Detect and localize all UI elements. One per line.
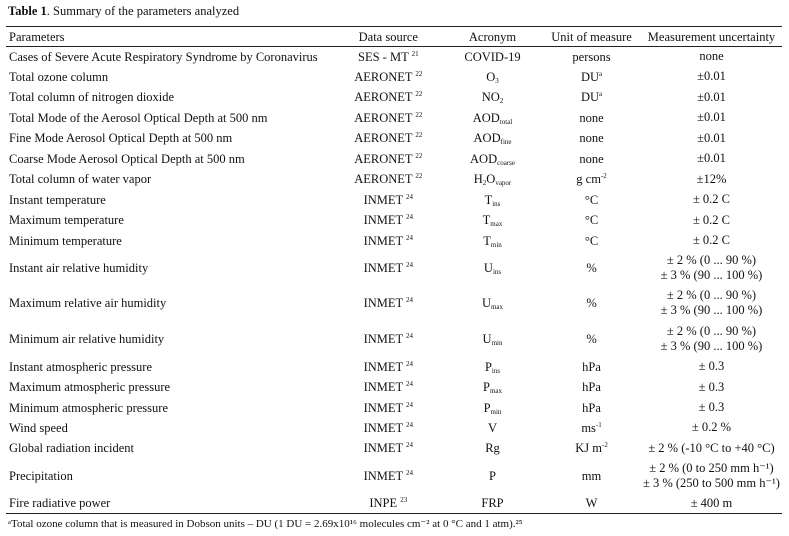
unit-text: DU (580, 69, 599, 84)
header-parameters: Parameters (6, 27, 334, 47)
uncertainty-cell (641, 398, 782, 418)
acronym-base: FRP (481, 496, 504, 511)
table-row (6, 108, 782, 128)
unit-superscript: -1 (595, 420, 602, 429)
reference-number: 23 (400, 496, 408, 505)
uncertainty-cell (641, 494, 782, 514)
data-source-name: INMET (363, 359, 403, 374)
uncertainty-cell (641, 169, 782, 190)
data-source-name: INMET (363, 296, 403, 310)
uncertainty-line: ± 3 % (90 ... 100 %) (660, 338, 763, 353)
table-footnote: ᵃTotal ozone column that is measured in Dobson units – DU (1 DU = 2.69x10¹⁶ molecules cm⁻² at 0 °C and 1 atm).²⁵ (8, 518, 523, 530)
table-row (6, 286, 782, 321)
data-source-cell (334, 190, 443, 210)
parameter-cell: Instant temperature (9, 192, 106, 207)
uncertainty-line: ± 3 % (90 ... 100 %) (660, 303, 763, 317)
reference-number: 24 (406, 359, 414, 368)
acronym-subscript: max (490, 303, 504, 311)
unit-cell (542, 459, 641, 494)
uncertainty-cell (641, 286, 782, 321)
uncertainty-line: ± 3 % (250 to 500 mm h⁻¹) (642, 476, 780, 490)
table-row (6, 494, 782, 514)
acronym-base: H (473, 172, 483, 186)
unit-text: none (579, 131, 604, 145)
unit-cell (542, 418, 641, 438)
acronym-cell (443, 67, 542, 87)
uncertainty-line: ± 0.3 (698, 400, 725, 414)
unit-cell (542, 47, 641, 67)
data-source-name: AERONET (354, 69, 413, 84)
reference-number: 22 (415, 172, 423, 180)
acronym-subscript: ins (492, 199, 501, 208)
unit-cell (542, 321, 641, 357)
acronym-cell (443, 321, 542, 357)
unit-text: % (586, 296, 597, 310)
reference-number: 24 (406, 192, 414, 201)
parameter-cell: Minimum air relative humidity (9, 331, 165, 346)
acronym-subscript: min (491, 338, 503, 347)
uncertainty-cell (641, 231, 782, 251)
unit-cell (542, 494, 641, 514)
parameter-cell: Precipitation (9, 469, 73, 483)
acronym-cell (443, 357, 542, 377)
unit-cell (542, 169, 641, 190)
parameter-cell: Instant air relative humidity (9, 261, 149, 275)
acronym-base: NO (481, 90, 500, 104)
acronym-cell (443, 108, 542, 128)
uncertainty-line: ±0.01 (697, 130, 726, 145)
table-row (6, 128, 782, 149)
table-row (6, 459, 782, 494)
data-source-cell (334, 459, 443, 494)
uncertainty-line: ± 2 % (-10 °C to +40 °C) (648, 440, 775, 455)
unit-cell (542, 128, 641, 149)
parameter-cell: Total column of water vapor (9, 172, 152, 186)
data-source-cell (334, 251, 443, 286)
reference-number: 22 (415, 110, 423, 119)
unit-superscript: a (599, 69, 603, 78)
acronym-base: AOD (472, 110, 500, 125)
data-source-cell (334, 231, 443, 251)
acronym-cell (443, 398, 542, 418)
acronym-base: P (483, 400, 491, 415)
uncertainty-cell (641, 149, 782, 169)
acronym-base: U (481, 296, 491, 310)
acronym-cell (443, 149, 542, 169)
table-row (6, 251, 782, 286)
acronym-subscript: ins (491, 366, 501, 375)
data-source-cell (334, 128, 443, 149)
acronym-tail-subscript: vapor (495, 179, 512, 187)
uncertainty-cell (641, 128, 782, 149)
uncertainty-cell (641, 357, 782, 377)
reference-number: 24 (406, 331, 414, 340)
parameter-cell: Minimum atmospheric pressure (9, 400, 168, 415)
uncertainty-line: ± 0.2 % (691, 420, 732, 434)
uncertainty-line: ± 3 % (90 ... 100 %) (660, 268, 763, 282)
uncertainty-line: ± 2 % (0 ... 90 %) (666, 288, 757, 302)
parameter-cell: Maximum atmospheric pressure (9, 380, 171, 394)
data-source-name: INMET (363, 331, 403, 346)
reference-number: 24 (406, 380, 414, 388)
unit-cell (542, 438, 641, 459)
acronym-cell (443, 286, 542, 321)
data-source-cell (334, 377, 443, 398)
header-acronym: Acronym (443, 27, 542, 47)
parameter-cell: Coarse Mode Aerosol Optical Depth at 500 nm (9, 151, 245, 166)
acronym-subscript: 2 (482, 179, 487, 187)
unit-text: none (579, 151, 604, 166)
uncertainty-line: ± 0.2 C (692, 192, 731, 206)
table-row (6, 231, 782, 251)
unit-text: hPa (582, 380, 601, 394)
parameter-cell: Maximum relative air humidity (9, 296, 167, 310)
reference-number: 21 (411, 49, 419, 58)
uncertainty-cell (641, 190, 782, 210)
reference-number: 24 (406, 441, 414, 449)
uncertainty-line: ±0.01 (697, 151, 726, 165)
uncertainty-line: ± 0.2 C (692, 212, 731, 227)
data-source-cell (334, 286, 443, 321)
reference-number: 24 (406, 261, 414, 269)
header-unit-of-measure: Unit of measure (542, 27, 641, 47)
reference-number: 22 (415, 90, 423, 98)
uncertainty-cell (641, 108, 782, 128)
acronym-cell (443, 251, 542, 286)
unit-text: hPa (582, 359, 601, 374)
acronym-cell (443, 494, 542, 514)
parameter-cell: Total ozone column (9, 69, 109, 84)
uncertainty-line: ± 2 % (0 ... 90 %) (666, 323, 757, 338)
acronym-subscript: ins (492, 268, 502, 276)
data-source-name: AERONET (354, 90, 413, 104)
unit-text: g cm (576, 172, 601, 186)
parameter-cell: Minimum temperature (9, 233, 122, 248)
acronym-base: U (482, 331, 492, 346)
acronym-base: T (484, 192, 493, 207)
uncertainty-cell (641, 321, 782, 357)
uncertainty-cell (641, 459, 782, 494)
acronym-cell (443, 231, 542, 251)
unit-cell (542, 87, 641, 108)
data-source-name: INMET (363, 213, 403, 227)
reference-number: 22 (415, 69, 423, 78)
uncertainty-cell (641, 438, 782, 459)
uncertainty-line: ± 0.3 (698, 379, 725, 394)
acronym-base: V (487, 420, 498, 435)
data-source-cell (334, 169, 443, 190)
data-source-name: INMET (363, 400, 403, 415)
parameters-table (6, 26, 782, 514)
uncertainty-cell (641, 418, 782, 438)
data-source-name: INMET (363, 441, 403, 455)
table-row (6, 377, 782, 398)
unit-cell (542, 251, 641, 286)
table-caption-label: Table 1 (8, 4, 47, 18)
data-source-name: AERONET (354, 172, 413, 186)
unit-cell (542, 149, 641, 169)
uncertainty-cell (641, 67, 782, 87)
table-caption-text: . Summary of the parameters analyzed (46, 4, 240, 18)
reference-number: 24 (406, 213, 414, 221)
uncertainty-line: ±0.01 (697, 110, 726, 124)
acronym-base: T (483, 233, 491, 248)
acronym-subscript: max (490, 220, 503, 228)
data-source-cell (334, 210, 443, 231)
acronym-cell (443, 418, 542, 438)
acronym-base: COVID-19 (464, 49, 521, 64)
data-source-cell (334, 321, 443, 357)
unit-cell (542, 210, 641, 231)
data-source-name: INMET (363, 192, 403, 207)
table-row (6, 398, 782, 418)
table-row (6, 67, 782, 87)
unit-cell (542, 108, 641, 128)
acronym-base: O (486, 69, 496, 84)
acronym-subscript: 2 (499, 97, 504, 105)
reference-number: 24 (406, 400, 414, 409)
table-row (6, 87, 782, 108)
uncertainty-line: ± 0.2 C (692, 233, 731, 247)
reference-number: 24 (406, 233, 414, 242)
data-source-cell (334, 67, 443, 87)
acronym-base: P (489, 469, 496, 483)
acronym-cell (443, 459, 542, 494)
uncertainty-line: ±0.01 (697, 69, 726, 83)
parameter-cell: Cases of Severe Acute Respiratory Syndrome by Coronavirus (9, 49, 318, 64)
unit-text: °C (584, 192, 599, 207)
unit-cell (542, 357, 641, 377)
unit-text: none (579, 110, 604, 125)
data-source-cell (334, 357, 443, 377)
uncertainty-cell (641, 87, 782, 108)
acronym-cell (443, 210, 542, 231)
acronym-subscript: max (489, 387, 503, 395)
uncertainty-line: ± 2 % (0 to 250 mm h⁻¹) (649, 461, 774, 475)
table-row (6, 47, 782, 67)
acronym-cell (443, 377, 542, 398)
table-header-row (6, 27, 782, 47)
uncertainty-cell (641, 251, 782, 286)
acronym-cell (443, 190, 542, 210)
table-row (6, 357, 782, 377)
table-row (6, 190, 782, 210)
acronym-base: Rg (485, 441, 500, 455)
table-caption (8, 4, 239, 19)
acronym-cell (443, 128, 542, 149)
acronym-base: P (484, 359, 492, 374)
data-source-name: AERONET (354, 110, 413, 125)
acronym-cell (443, 438, 542, 459)
data-source-name: INPE (369, 496, 398, 511)
data-source-name: AERONET (354, 151, 413, 166)
unit-cell (542, 286, 641, 321)
table-row (6, 418, 782, 438)
unit-text: hPa (582, 400, 601, 415)
acronym-base: U (483, 261, 493, 275)
acronym-tail: O (486, 172, 496, 186)
uncertainty-line: ± 0.3 (698, 359, 725, 373)
acronym-subscript: fine (500, 138, 512, 146)
reference-number: 24 (406, 296, 414, 304)
unit-superscript: -2 (601, 441, 608, 449)
unit-superscript: -2 (600, 172, 607, 180)
acronym-subscript: min (490, 240, 502, 249)
data-source-name: INMET (363, 380, 403, 394)
unit-cell (542, 398, 641, 418)
data-source-name: SES - MT (358, 49, 409, 64)
unit-text: persons (572, 49, 611, 64)
uncertainty-cell (641, 377, 782, 398)
uncertainty-cell (641, 210, 782, 231)
header-measurement-uncertainty: Measurement uncertainty (641, 27, 782, 47)
unit-text: °C (584, 233, 599, 248)
data-source-cell (334, 149, 443, 169)
uncertainty-line: ±0.01 (697, 89, 726, 104)
data-source-name: AERONET (354, 131, 413, 145)
parameter-cell: Fire radiative power (6, 494, 334, 514)
data-source-cell (334, 438, 443, 459)
table-row (6, 438, 782, 459)
unit-superscript: a (599, 90, 603, 98)
unit-text: mm (581, 469, 602, 483)
parameter-cell: Instant atmospheric pressure (9, 359, 153, 374)
acronym-subscript: 3 (495, 76, 499, 85)
unit-text: % (586, 261, 597, 275)
acronym-subscript: coarse (497, 158, 515, 167)
uncertainty-line: ± 400 m (690, 495, 733, 510)
uncertainty-line: ± 2 % (0 ... 90 %) (666, 253, 757, 267)
parameter-cell: Wind speed (9, 420, 68, 435)
uncertainty-line: ±12% (696, 171, 727, 186)
reference-number: 24 (406, 469, 414, 477)
data-source-cell (334, 108, 443, 128)
acronym-cell (443, 169, 542, 190)
reference-number: 22 (415, 131, 423, 139)
unit-cell (542, 67, 641, 87)
data-source-name: INMET (363, 420, 403, 435)
data-source-name: INMET (363, 261, 403, 275)
parameter-cell: Total column of nitrogen dioxide (9, 90, 175, 104)
table-body (6, 47, 782, 514)
acronym-cell (443, 87, 542, 108)
uncertainty-line: none (699, 49, 724, 64)
acronym-subscript: total (499, 117, 513, 126)
parameter-cell: Fine Mode Aerosol Optical Depth at 500 nm (9, 131, 233, 145)
acronym-base: AOD (470, 151, 498, 166)
data-source-name: INMET (363, 233, 403, 248)
header-data-source: Data source (334, 27, 443, 47)
acronym-base: AOD (473, 131, 501, 145)
unit-cell (542, 190, 641, 210)
data-source-cell (334, 494, 443, 514)
acronym-cell (443, 47, 542, 67)
reference-number: 22 (415, 151, 423, 160)
data-source-cell (334, 418, 443, 438)
unit-text: °C (584, 213, 599, 227)
acronym-base: P (483, 380, 490, 394)
table-row (6, 321, 782, 357)
table-row (6, 210, 782, 231)
uncertainty-cell (641, 47, 782, 67)
parameter-cell: Maximum temperature (9, 213, 124, 227)
data-source-cell (334, 87, 443, 108)
table-row (6, 149, 782, 169)
data-source-cell (334, 398, 443, 418)
data-source-cell (334, 47, 443, 67)
unit-cell (542, 231, 641, 251)
parameter-cell: Global radiation incident (9, 441, 134, 455)
unit-text: DU (580, 90, 599, 104)
unit-text: W (585, 496, 598, 511)
unit-text: ms (581, 420, 596, 435)
reference-number: 24 (406, 420, 414, 429)
unit-cell (542, 377, 641, 398)
unit-text: % (586, 331, 597, 346)
acronym-base: T (482, 213, 491, 227)
data-source-name: INMET (363, 469, 403, 483)
parameter-cell: Total Mode of the Aerosol Optical Depth at 500 nm (9, 110, 268, 125)
table-row (6, 169, 782, 190)
acronym-subscript: min (490, 407, 502, 416)
unit-text: KJ m (575, 441, 602, 455)
